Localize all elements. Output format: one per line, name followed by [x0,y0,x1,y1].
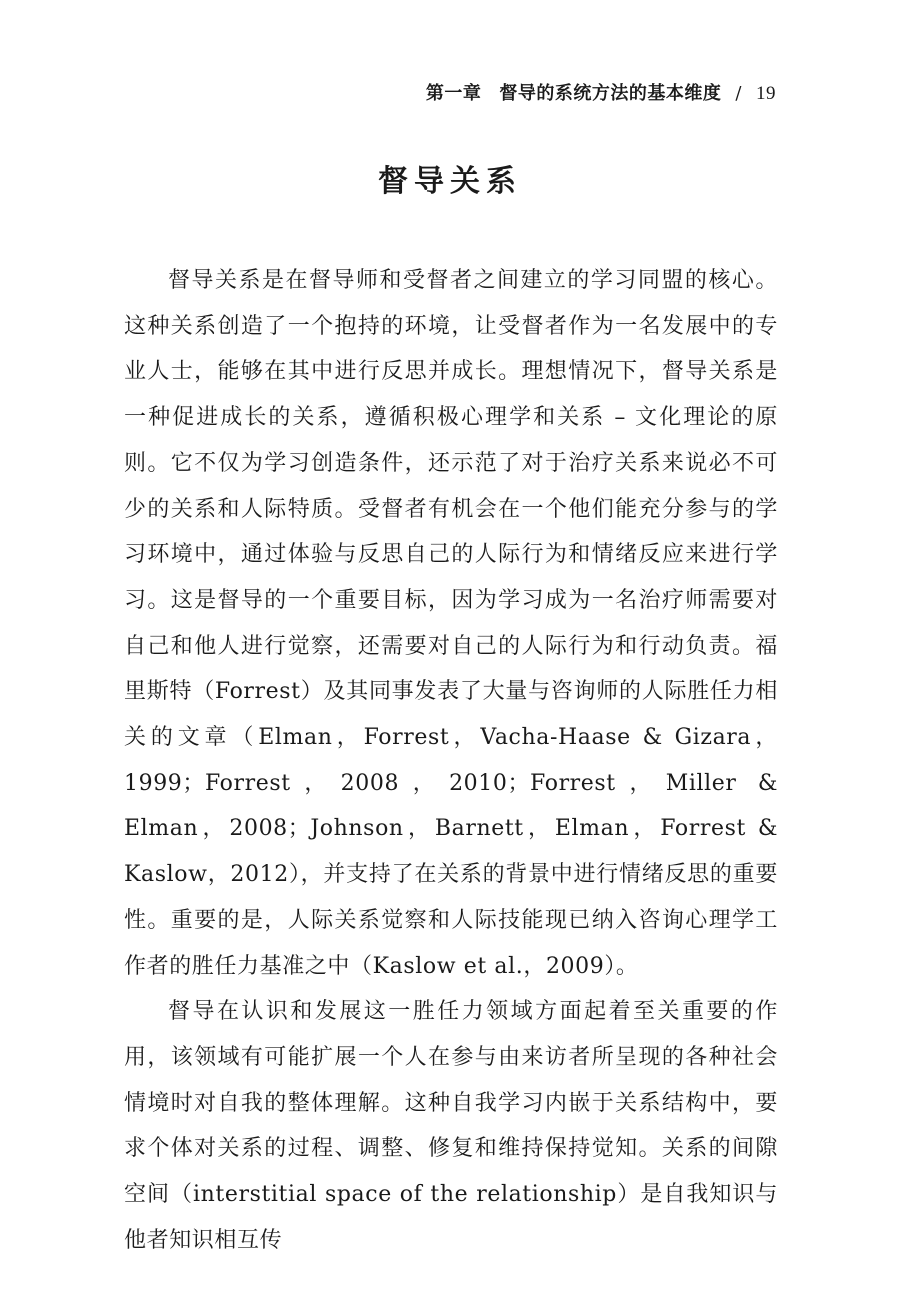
header-separator: / [735,83,742,104]
section-title: 督导关系 [378,164,522,199]
running-header [426,82,776,106]
paragraph: 督导在认识和发展这一胜任力领域方面起着至关重要的作用，该领域有可能扩展一个人在参与由来访者所呈现的各种社会情境时对自我的整体理解。这种自我学习内嵌于关系结构中，要求个体对关系的过程、调整、修复和维持保持觉知。关系的间隙空间（interstitial space of the relationship）是自我知识与他者知识相互传 [124,999,778,1253]
page-number: 19 [756,83,776,104]
body-text [124,258,778,1263]
chapter-title: 督导的系统方法的基本维度 [499,83,722,104]
chapter-label: 第一章 [425,83,482,104]
paragraph: 督导关系是在督导师和受督者之间建立的学习同盟的核心。这种关系创造了一个抱持的环境，让受督者作为一名发展中的专业人士，能够在其中进行反思并成长。理想情况下，督导关系是一种促进成长的关系，遵循积极心理学和关系 – 文化理论的原则。它不仅为学习创造条件，还示范了对于治疗关系来说必不可少的关系和人际特质。受督者有机会在一个他们能充分参与的学习环境中，通过体验与反思自己的人际行为和情绪反应来进行学习。这是督导的一个重要目标，因为学习成为一名治疗师需要对自己和他人进行觉察，还需要对自己的人际行为和行动负责。福里斯特（Forrest）及其同事发表了大量与咨询师的人际胜任力相关的文章（Elman，Forrest，Vacha-Haase & Gizara，1999；Forrest，2008，2010；Forrest，Miller & Elman，2008；Johnson，Barnett，Elman，Forrest & Kaslow，2012），并支持了在关系的背景中进行情绪反思的重要性。重要的是，人际关系觉察和人际技能现已纳入咨询心理学工作者的胜任力基准之中（Kaslow et al.，2009）。 [124,268,778,979]
